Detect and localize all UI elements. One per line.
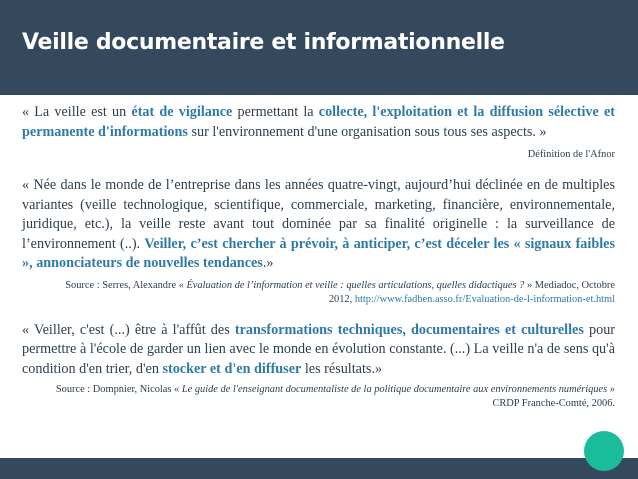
slide-header — [0, 0, 638, 95]
quote-highlight: Veiller, c’est chercher à prévoir, à anticiper, c’est déceler les « signaux faibles », annonciateurs de nouvelles tendances — [22, 235, 615, 271]
quote-text: « La veille est un — [22, 104, 132, 120]
slide-number-circle — [584, 431, 624, 471]
quote-text: sur l'environnement d'une organisation sous tous ses aspects. » — [187, 123, 547, 140]
source-prefix: Source : Serres, Alexandre « — [65, 279, 187, 291]
quote-serres — [22, 176, 615, 274]
source-suffix: » CRDP Franche-Comté, 2006. — [492, 384, 615, 409]
quote-text: .» — [262, 255, 274, 271]
quote-text: pour permettre à l'école de garder un lien avec le monde en évolution constante. (...) La veille n'a de sens qu'à condition d'en trier, d'en — [22, 321, 616, 377]
source-serres — [50, 279, 615, 307]
quote-highlight: état de vigilance — [131, 104, 233, 120]
source-dompnier — [50, 383, 615, 411]
source-prefix: Source : Dompnier, Nicolas « — [55, 384, 182, 395]
source-suffix: » Mediadoc, Octobre 2012, — [328, 279, 615, 305]
quote-text: « Née dans le monde de l’entreprise dans les années quatre-vingt, aujourd’hui déclinée en de multiples variantes (veille technologique, scientifique, commerciale, marketing, financière, environnementale, juridique, etc.), la veille reste avant tout dominée par sa finalité originelle : la surveillance de l’environnement (..). — [22, 177, 615, 252]
slide-content — [22, 103, 615, 411]
source-title: Le guide de l'enseignant documentaliste de la politique documentaire aux environnements numériques — [181, 384, 608, 395]
quote-highlight: collecte, l'exploitation et la diffusion sélective et permanente d'informations — [22, 104, 615, 140]
source-link[interactable]: http://www.fadben.asso.fr/Evaluation-de-l-information-et.html — [354, 293, 615, 305]
quote-highlight: stocker et d'en diffuser — [162, 360, 302, 377]
quote-dompnier — [22, 321, 615, 380]
quote-highlight: transformations techniques, documentaires et culturelles — [234, 321, 584, 338]
quote-text: « Veiller, c'est (...) être à l'affût des — [22, 321, 235, 338]
quote-text: permettant la — [232, 104, 319, 120]
source-afnor: Définition de l'Afnor — [527, 149, 615, 160]
slide-footer — [0, 458, 638, 479]
slide-title: Veille documentaire et informationnelle — [22, 30, 505, 55]
quote-afnor — [22, 103, 615, 142]
source-title: Évaluation de l’information et veille : quelles articulations, quelles didactiques ? — [186, 279, 525, 291]
quote-text: les résultats.» — [301, 360, 383, 377]
